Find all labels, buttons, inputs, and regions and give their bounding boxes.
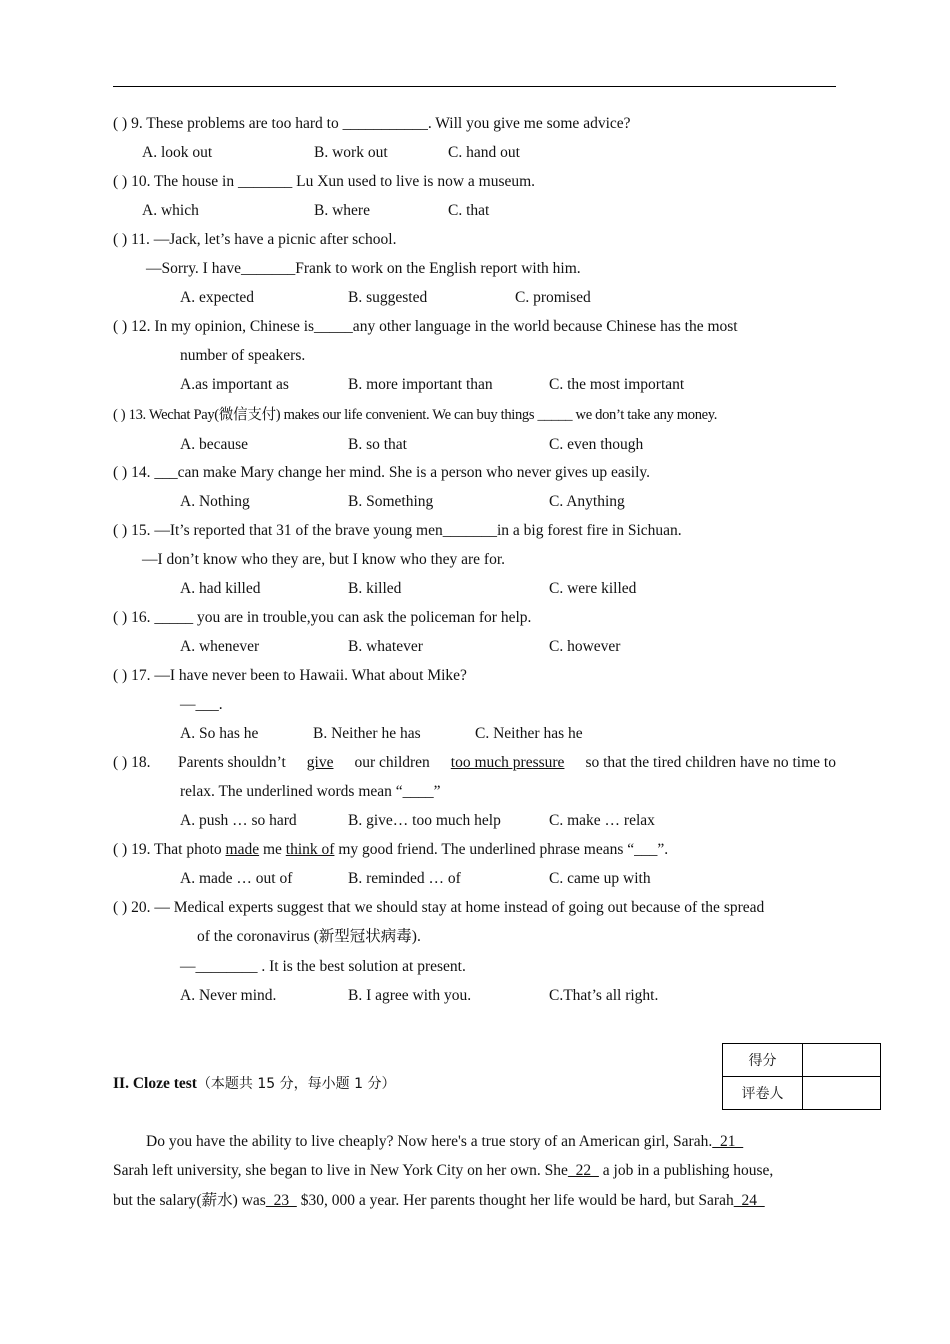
- option-a: A. because: [180, 436, 248, 453]
- option-b: B. Something: [348, 493, 434, 510]
- question-9: [113, 114, 631, 134]
- option-a: A. So has he: [180, 725, 259, 742]
- option-b: B. killed: [348, 580, 402, 597]
- answer-paren[interactable]: ( ): [113, 464, 132, 481]
- option-b: B. whatever: [348, 638, 423, 655]
- question-19: [113, 840, 668, 860]
- passage-line-2: [113, 1161, 773, 1181]
- option-b: B. work out: [314, 144, 388, 161]
- question-stem: 20. — Medical experts suggest that we should stay at home instead of going out because of the spread: [131, 899, 765, 916]
- question-18-paren[interactable]: [113, 753, 150, 773]
- option-a: A. which: [142, 202, 199, 219]
- question-16: [113, 608, 531, 628]
- grader-cell[interactable]: [803, 1077, 881, 1110]
- underlined-word: give: [306, 754, 334, 771]
- answer-paren[interactable]: ( ): [113, 173, 132, 190]
- answer-paren[interactable]: ( ): [113, 522, 132, 539]
- question-12: [113, 317, 738, 337]
- option-c: C.That’s all right.: [549, 987, 659, 1004]
- question-11: [113, 230, 397, 250]
- question-reply: —I don’t know who they are, but I know who they are for.: [142, 551, 506, 568]
- question-stem: Lu Xun used to live is now a museum.: [292, 173, 536, 190]
- question-stem: 15. —It’s reported that 31 of the brave young men_______in a big forest fire in Sichuan.: [131, 522, 682, 539]
- underlined-phrase: too much pressure: [450, 754, 565, 771]
- section-title-en: II. Cloze test: [113, 1075, 197, 1092]
- cloze-blank-23: 23: [265, 1192, 297, 1209]
- option-c: C. hand out: [448, 144, 520, 161]
- option-a: A. Never mind.: [180, 987, 277, 1004]
- passage-line-3: [113, 1191, 765, 1211]
- answer-paren[interactable]: ( ): [113, 609, 132, 626]
- section-title: [113, 1074, 395, 1094]
- option-c: C. were killed: [549, 580, 637, 597]
- question-stem-continued: of the coronavirus (新型冠状病毒).: [197, 928, 421, 945]
- question-stem: so that the tired children have no time to: [581, 754, 836, 771]
- option-b: B. reminded … of: [348, 870, 461, 887]
- question-stem: 12. In my opinion, Chinese is_____any other language in the world because Chinese has the most: [131, 318, 738, 335]
- question-stem-continued: relax. The underlined words mean “____”: [180, 783, 441, 800]
- question-stem: my good friend. The underlined phrase means “___”.: [334, 841, 669, 858]
- answer-blank: ___________: [342, 115, 428, 132]
- option-a: A. push … so hard: [180, 812, 297, 829]
- option-c: C. however: [549, 638, 621, 655]
- question-reply: —Sorry. I have_______Frank to work on the English report with him.: [146, 260, 581, 277]
- option-b: B. give… too much help: [348, 812, 501, 829]
- question-stem: 13. Wechat Pay(微信支付) makes our life convenient. We can buy things _____ we don’t take any money.: [128, 407, 718, 423]
- question-stem: 14. ___can make Mary change her mind. She is a person who never gives up easily.: [131, 464, 651, 481]
- option-c: C. even though: [549, 436, 644, 453]
- question-20: [113, 898, 764, 918]
- option-c: C. make … relax: [549, 812, 655, 829]
- question-15: [113, 521, 682, 541]
- answer-paren[interactable]: ( ): [113, 754, 132, 771]
- option-c: C. the most important: [549, 376, 685, 393]
- score-cell[interactable]: [803, 1044, 881, 1077]
- question-14: [113, 463, 650, 483]
- option-c: C. came up with: [549, 870, 651, 887]
- cloze-blank-24: 24: [733, 1192, 765, 1209]
- question-stem: 11. —Jack, let’s have a picnic after school.: [131, 231, 397, 248]
- option-a: A.as important as: [180, 376, 289, 393]
- option-a: A. Nothing: [180, 493, 250, 510]
- option-a: A. expected: [180, 289, 255, 306]
- question-13: [113, 405, 717, 425]
- option-a: A. had killed: [180, 580, 261, 597]
- option-c: C. Neither has he: [475, 725, 583, 742]
- question-17: [113, 666, 467, 686]
- passage-text: but the salary(薪水) was: [113, 1192, 266, 1209]
- option-a: A. made … out of: [180, 870, 293, 887]
- option-b: B. I agree with you.: [348, 987, 472, 1004]
- option-b: B. Neither he has: [313, 725, 421, 742]
- passage-text: $30, 000 a year. Her parents thought her life would be hard, but Sarah: [296, 1192, 734, 1209]
- question-stem: 17. —I have never been to Hawaii. What about Mike?: [131, 667, 467, 684]
- option-c: C. Anything: [549, 493, 625, 510]
- question-stem: me: [259, 841, 286, 858]
- underlined-phrase: think of: [285, 841, 335, 858]
- grader-label: 评卷人: [723, 1077, 803, 1110]
- option-b: B. so that: [348, 436, 407, 453]
- answer-paren[interactable]: ( ): [113, 231, 132, 248]
- option-b: B. more important than: [348, 376, 493, 393]
- question-number: 18.: [131, 754, 151, 771]
- passage-text: Sarah left university, she began to live in New York City on her own. She: [113, 1162, 568, 1179]
- passage-text: Do you have the ability to live cheaply? Now here's a true story of an American girl, Sarah.: [146, 1133, 713, 1150]
- question-stem: 19. That photo: [131, 841, 226, 858]
- question-18: [178, 753, 836, 773]
- option-b: B. suggested: [348, 289, 428, 306]
- score-box: [722, 1043, 881, 1110]
- cloze-blank-21: 21: [712, 1133, 744, 1150]
- question-stem: Parents shouldn’t: [178, 754, 290, 771]
- answer-paren[interactable]: ( ): [113, 841, 132, 858]
- option-a: A. look out: [142, 144, 213, 161]
- score-label: 得分: [723, 1044, 803, 1077]
- question-stem: 10. The house in: [131, 173, 238, 190]
- question-stem-continued: number of speakers.: [180, 347, 306, 364]
- passage-line-1: [146, 1132, 743, 1152]
- answer-paren[interactable]: ( ): [113, 407, 129, 423]
- question-stem: . Will you give me some advice?: [427, 115, 631, 132]
- question-stem: 16. _____ you are in trouble,you can ask the policeman for help.: [131, 609, 532, 626]
- passage-text: a job in a publishing house,: [598, 1162, 774, 1179]
- answer-blank: _______: [238, 173, 293, 190]
- question-stem: our children: [350, 754, 434, 771]
- answer-paren[interactable]: ( ): [113, 667, 132, 684]
- option-c: C. that: [448, 202, 490, 219]
- header-rule: [113, 86, 836, 87]
- question-reply: —________ . It is the best solution at present.: [180, 958, 466, 975]
- underlined-word: made: [225, 841, 260, 858]
- cloze-blank-22: 22: [567, 1162, 599, 1179]
- option-c: C. promised: [515, 289, 591, 306]
- answer-paren[interactable]: ( ): [113, 318, 132, 335]
- section-title-cn: （本题共 15 分，每小题 1 分）: [196, 1076, 396, 1092]
- question-reply: —___.: [180, 696, 223, 713]
- answer-paren[interactable]: ( ): [113, 899, 132, 916]
- option-b: B. where: [314, 202, 370, 219]
- option-a: A. whenever: [180, 638, 260, 655]
- question-10: [113, 172, 535, 192]
- question-stem: 9. These problems are too hard to: [131, 115, 343, 132]
- answer-paren[interactable]: ( ): [113, 115, 132, 132]
